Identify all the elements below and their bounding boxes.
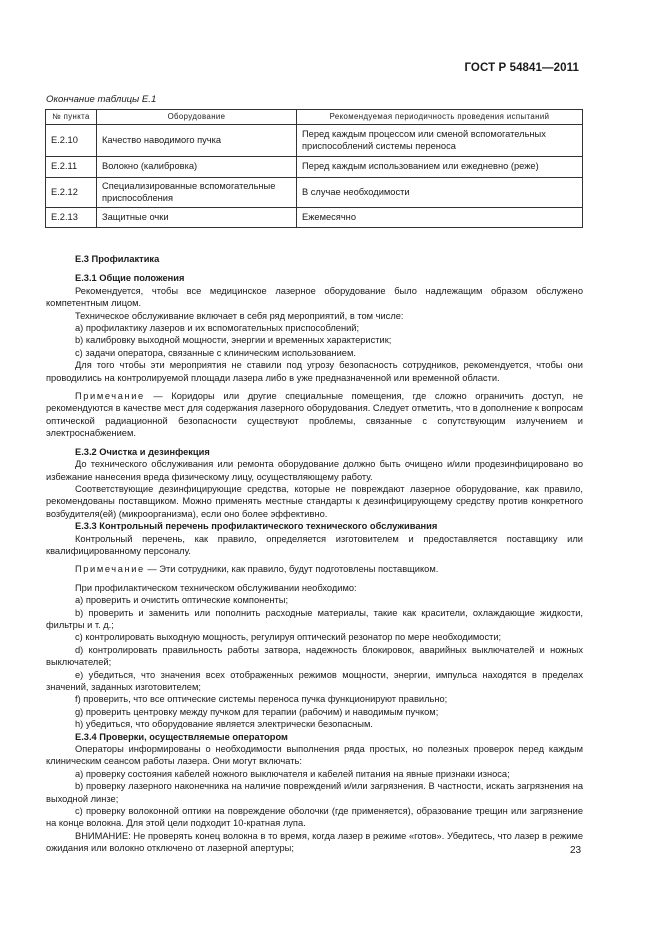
list-item: b) проверку лазерного наконечника на наличие повреждений и/или загрязнения. В частности, искать загрязнения на выходной линзе;: [46, 781, 583, 804]
paragraph: Техническое обслуживание включает в себя ряд мероприятий, в том числе:: [75, 310, 404, 321]
list-item: b) проверить и заменить или пополнить расходные материалы, такие как красители, охлаждающие жидкости, фильтры и т. д.;: [46, 607, 583, 630]
paragraph: Соответствующие дезинфицирующие средства, которые не повреждают лазерное оборудование, как правило, рекомендованы поставщиком. Можно применять местные стандарты к дезинфицирующему средству против конкретного возбудителя(ей) (микроорганизма), если оно более эффективно.: [46, 483, 583, 519]
list-item: а) проверить и очистить оптические компоненты;: [75, 595, 289, 606]
list-item: с) контролировать выходную мощность, регулируя оптический резонатор по мере необходимости;: [75, 632, 502, 643]
note-label: Примечание: [75, 564, 145, 575]
paragraph: Контрольный перечень, как правило, определяется изготовителем и предоставляется поставщику или квалифицированному персоналу.: [46, 533, 583, 556]
note-text: — Коридоры или другие специальные помещения, где сложно ограничить доступ, не рекомендуются в качестве мест для содержания лазерного оборудования. Следует отметить, что в дополнение к вопросам оптической радиационной безопасности существуют проблемы, связанные с сопутствующим излучением и электроснабжением.: [46, 391, 583, 439]
column-header-equipment: Оборудование: [97, 110, 297, 125]
list-item: f) проверить, что все оптические системы переноса пучка функционируют правильно;: [75, 694, 448, 705]
section-heading-e3: Е.3 Профилактика: [75, 254, 160, 264]
document-body: [46, 253, 583, 855]
column-header-periodicity: Рекомендуемая периодичность проведения испытаний: [297, 110, 583, 125]
table-row: [46, 178, 583, 208]
list-item: а) профилактику лазеров и их вспомогательных приспособлений;: [75, 323, 360, 334]
cell-equipment: Волокно (калибровка): [97, 157, 297, 178]
subsection-heading-e33: Е.3.3 Контрольный перечень профилактического технического обслуживания: [75, 521, 438, 532]
list-item: b) калибровку выходной мощности, энергии и временных характеристик;: [75, 335, 392, 346]
note: [46, 390, 583, 440]
list-item: с) проверку волоконной оптики на повреждение оболочки (где применяется), образование трещин или загрязнение на конце волокна. Для этой цели подходит 10-кратная лупа.: [46, 806, 583, 829]
cell-periodicity: Ежемесячно: [297, 208, 583, 228]
cell-number: Е.2.11: [46, 157, 97, 178]
note: [46, 563, 583, 575]
cell-equipment: Качество наводимого пучка: [97, 125, 297, 157]
standard-header: ГОСТ Р 54841—2011: [464, 62, 579, 74]
paragraph: Рекомендуется, чтобы все медицинское лазерное оборудование было надлежащим образом обслужено компетентным лицом.: [46, 285, 583, 309]
cell-equipment: Специализированные вспомогательные приспособления: [97, 178, 297, 208]
table-row: [46, 157, 583, 178]
list-item: g) проверить центровку между пучком для терапии (рабочим) и наводимым пучком;: [75, 706, 439, 717]
cell-number: Е.2.13: [46, 208, 97, 228]
table-header-row: [46, 110, 583, 125]
column-header-number: № пункта: [46, 110, 97, 125]
list-item: а) проверку состояния кабелей ножного выключателя и кабелей питания на явные признаки износа;: [75, 768, 510, 779]
table-row: [46, 208, 583, 228]
cell-periodicity: Перед каждым использованием или ежедневно (реже): [297, 157, 583, 178]
page-number: 23: [570, 845, 582, 856]
equipment-table: [45, 109, 583, 228]
paragraph: Операторы информированы о необходимости выполнения ряда простых, но полезных проверок перед каждым клиническим сеансом работы лазера. Они могут включать:: [46, 744, 583, 767]
paragraph: При профилактическом техническом обслуживании необходимо:: [75, 582, 357, 593]
cell-periodicity: В случае необходимости: [297, 178, 583, 208]
note-label: Примечание: [75, 391, 145, 402]
warning: ВНИМАНИЕ: Не проверять конец волокна в то время, когда лазер в режиме «готов». Убедитесь, что лазер в режиме ожидания или волокно отключено от лазерной апертуры;: [46, 830, 583, 854]
note-text: — Эти сотрудники, как правило, будут подготовлены поставщиком.: [144, 564, 439, 575]
cell-number: Е.2.12: [46, 178, 97, 208]
list-item: h) убедиться, что оборудование является электрически безопасным.: [75, 719, 373, 730]
subsection-heading-e32: Е.3.2 Очистка и дезинфекция: [75, 446, 210, 457]
list-item: е) убедиться, что значения всех отображенных режимов мощности, энергии, импульса находятся в пределах значений, заданных изготовителем;: [46, 669, 583, 692]
table-row: [46, 125, 583, 157]
paragraph: До технического обслуживания или ремонта оборудование должно быть очищено и/или продезинфицировано во избежание нанесения вреда физическому лицу, осуществляющему работу.: [46, 459, 583, 482]
list-item: с) задачи оператора, связанные с клиническим использованием.: [75, 347, 356, 358]
cell-periodicity: Перед каждым процессом или сменой вспомогательных приспособлений системы переноса: [297, 125, 583, 157]
cell-number: Е.2.10: [46, 125, 97, 157]
subsection-heading-e34: Е.3.4 Проверки, осуществляемые оператором: [75, 731, 288, 742]
cell-equipment: Защитные очки: [97, 208, 297, 228]
table-caption: Окончание таблицы Е.1: [46, 94, 157, 105]
paragraph: Для того чтобы эти мероприятия не ставили под угрозу безопасность сотрудников, рекомендуется, чтобы они проводились на контролируемой площади лазера либо в уже предназначенной или временной области.: [46, 360, 583, 383]
subsection-heading-e31: Е.3.1 Общие положения: [75, 273, 185, 284]
list-item: d) контролировать правильность работы затвора, надежность блокировок, аварийных выключателей и ножных выключателей;: [46, 644, 583, 668]
